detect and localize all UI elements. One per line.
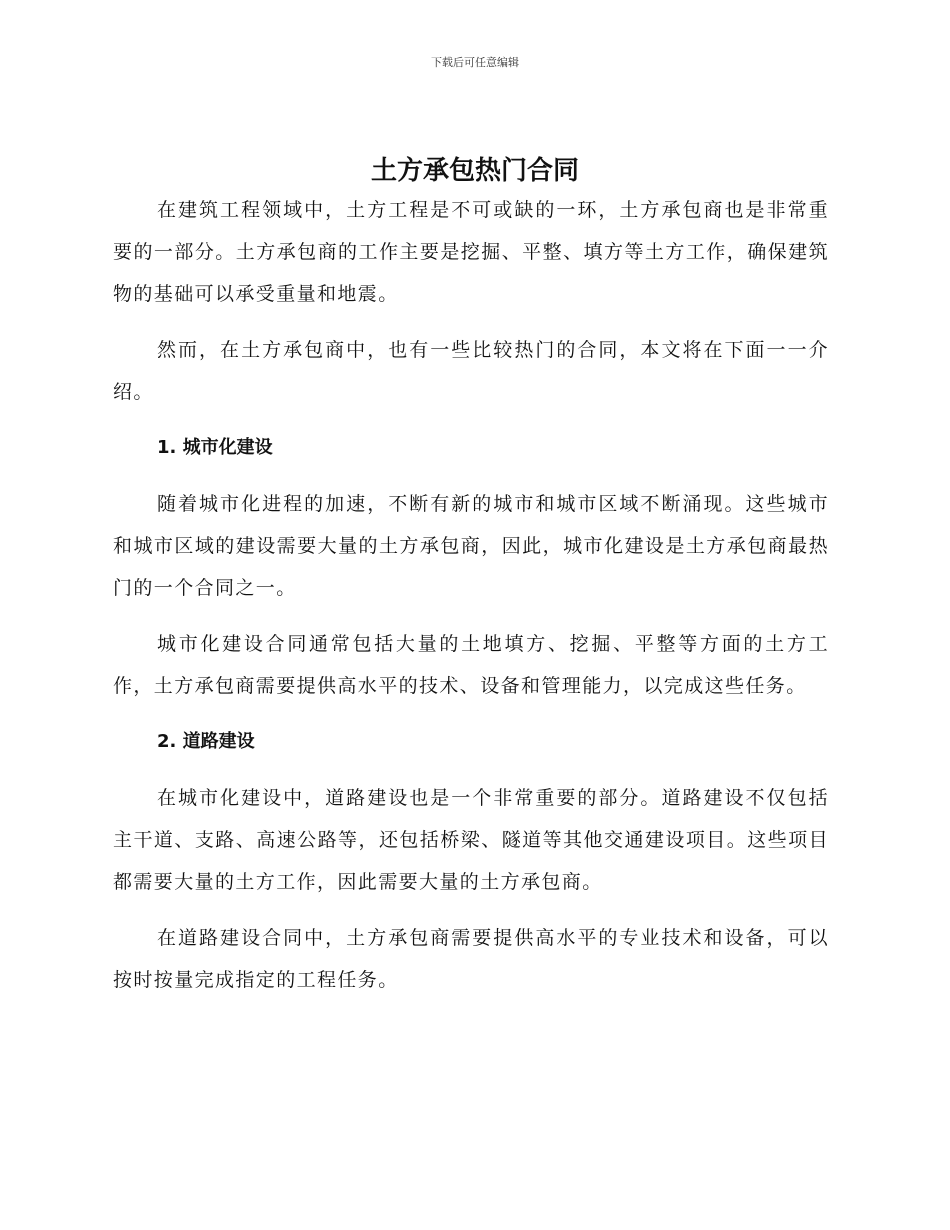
paragraph-road-1: 在城市化建设中，道路建设也是一个非常重要的部分。道路建设不仅包括主干道、支路、高速公路等，还包括桥梁、隧道等其他交通建设项目。这些项目都需要大量的土方工作，因此需要大量的土方承包商。 bbox=[113, 787, 829, 893]
document-body bbox=[113, 189, 829, 1015]
section-heading-road: 2. 道路建设 bbox=[157, 731, 255, 752]
paragraph-intro: 在建筑工程领域中，土方工程是不可或缺的一环，土方承包商也是非常重要的一部分。土方承包商的工作主要是挖掘、平整、填方等土方工作，确保建筑物的基础可以承受重量和地震。 bbox=[113, 199, 829, 305]
section-heading-urbanization: 1. 城市化建设 bbox=[157, 437, 273, 458]
document-title: 土方承包热门合同 bbox=[370, 156, 579, 186]
header-note: 下载后可任意编辑 bbox=[431, 56, 519, 69]
paragraph-road-2: 在道路建设合同中，土方承包商需要提供高水平的专业技术和设备，可以按时按量完成指定的工程任务。 bbox=[113, 927, 829, 991]
paragraph-urbanization-1: 随着城市化进程的加速，不断有新的城市和城市区域不断涌现。这些城市和城市区域的建设需要大量的土方承包商，因此，城市化建设是土方承包商最热门的一个合同之一。 bbox=[113, 493, 829, 599]
paragraph-overview: 然而，在土方承包商中，也有一些比较热门的合同，本文将在下面一一介绍。 bbox=[113, 339, 829, 403]
paragraph-urbanization-2: 城市化建设合同通常包括大量的土地填方、挖掘、平整等方面的土方工作，土方承包商需要提供高水平的技术、设备和管理能力，以完成这些任务。 bbox=[113, 633, 829, 697]
